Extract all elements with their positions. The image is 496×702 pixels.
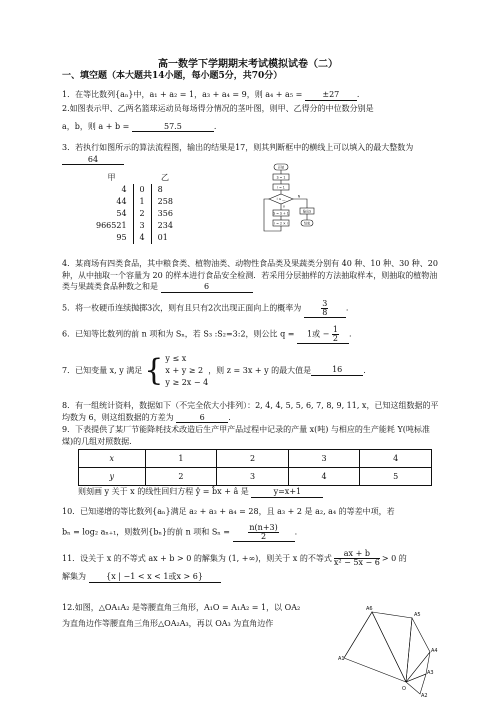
- q11-answer: {x | −1 < x < 1或x > 6}: [89, 573, 221, 583]
- q5-text: 5．将一枚硬币连续抛掷3次，则有且只有2次出现正面向上的概率为: [62, 303, 302, 313]
- table-cell: 1: [145, 450, 217, 468]
- stem-right: 8: [157, 185, 163, 194]
- stem-right: 234: [157, 221, 173, 230]
- q11-text2: > 0 的: [381, 553, 407, 563]
- q5-answer-num: 3: [322, 299, 328, 308]
- question-9: [62, 424, 440, 447]
- fig-label: A1: [338, 656, 345, 662]
- q7-text2: ，则 z = 3x + y 的最大值是: [208, 366, 312, 376]
- question-1: 1．在等比数列{aₙ}中，a₁ + a₂ = 1，a₃ + a₄ = 9，则 a₄ + a₅ = ±27 .: [62, 90, 360, 99]
- q7-constraint-2: x + y ≥ 2: [165, 366, 204, 375]
- q7-constraint-3: y ≥ 2x − 4: [165, 378, 209, 387]
- q1-text: 1．在等比数列{aₙ}中，a₁ + a₂ = 1，a₃ + a₄ = 9，则 a₄ + a₅ =: [62, 90, 303, 99]
- q6-answer-den: 2: [332, 334, 338, 343]
- q11-frac-den: x² − 5x − 6: [333, 558, 380, 567]
- flow-upd1: S = S + 1: [273, 211, 289, 216]
- stem-mid: 4: [133, 232, 151, 244]
- q9-tail: 则刻画 y 关于 x 的线性回归方程 ŷ = b̂x + â 是: [78, 487, 249, 496]
- q1-answer: ±27: [305, 91, 357, 101]
- flow-s2: i = 1: [277, 185, 285, 190]
- q11-frac-num: ax + b: [334, 550, 380, 559]
- question-5: 5．将一枚硬币连续抛掷3次，则有且只有2次出现正面向上的概率为 $\frac{3}{8}$ .: [62, 299, 349, 317]
- table-cell: 4: [288, 468, 360, 486]
- q10-text: 10．已知递增的等比数列{aₙ}满足 a₂ + a₃ + a₄ = 28，且 a₃ + 2 是 a₂, a₄ 的等差中项，若: [62, 507, 395, 516]
- fig-label: A4: [431, 648, 438, 654]
- stem-right: 258: [157, 197, 173, 206]
- q7-text: 7．已知变量 x, y 满足: [62, 366, 143, 376]
- q10-answer-num: n(n+3): [249, 522, 278, 532]
- table-cell: 5: [360, 468, 432, 486]
- q11-text: 11．设关于 x 的不等式 ax + b > 0 的解集为 (1, +∞)，则关于 x 的不等式: [62, 553, 332, 563]
- stem-left: 4: [121, 185, 127, 194]
- table-cell: 3: [288, 450, 360, 468]
- stem-header-right: 乙: [161, 173, 170, 182]
- flow-yes: Y: [283, 205, 285, 209]
- table-cell: 2: [145, 468, 217, 486]
- table-x-label: x: [79, 450, 146, 468]
- flow-end: 结束: [303, 221, 311, 226]
- question-3: [62, 142, 440, 165]
- q6-answer: 1或 −: [307, 329, 330, 339]
- q12-text: 12.如图，△OA₁A₂ 是等腰直角三角形，A₁O = A₁A₂ = 1，以 OA₂: [62, 603, 301, 612]
- fig-label: A6: [366, 606, 373, 612]
- triangle-spiral-figure: [336, 602, 436, 698]
- q2-text: 2.如图表示甲、乙两名篮球运动员每场得分情况的茎叶图，则甲、乙得分的中位数分别是: [62, 104, 374, 113]
- data-table: [78, 449, 432, 486]
- flow-cond: i ≤ __: [276, 197, 286, 202]
- question-9-tail: [78, 486, 456, 498]
- stem-leaf-plot: [90, 172, 179, 244]
- question-8: 8．有一组统计资料，数据如下（不完全依大小排列）：2, 4, 4, 5, 5, 6, 7, 8, 9, 11, x，已知这组数据的平均数为 6，则这组数据的方差为 6 .: [62, 401, 439, 422]
- q10-answer-den: 2: [261, 531, 267, 541]
- q2-answer: 57.5: [132, 123, 214, 133]
- q8-text: 8．有一组统计资料，数据如下（不完全依大小排列）：2, 4, 4, 5, 5, 6, 7, 8, 9, 11, x，已知这组数据的平均数为 6，则这组数据的方差为: [62, 401, 439, 422]
- q9-text: 9．下表提供了某厂节能降耗技术改造后生产甲产品过程中记录的产量 x(吨) 与相应的生产能耗 Y(吨标准煤)的几组对照数据.: [62, 425, 430, 446]
- question-4: [62, 258, 440, 293]
- stem-left: 44: [116, 197, 127, 206]
- flow-start: 开始: [277, 165, 285, 170]
- brace-icon: {: [144, 353, 164, 388]
- section-heading: 一、填空题（本大题共14小题，每小题5分，共70分）: [62, 71, 283, 81]
- q4-text: 4．某商场有四类食品，其中粮食类、植物油类、动物性食品类及果蔬类分别有 40 种、10 种、30 种、20 种，从中抽取一个容量为 20 的样本进行食品安全检测．若采用分层抽样的方法抽取样本，则抽取的植物油类与果蔬类食品种数之和是: [62, 259, 438, 292]
- fig-label: A2: [421, 693, 428, 699]
- stem-left: 966521: [96, 221, 127, 230]
- stem-header-left: 甲: [107, 173, 116, 182]
- flowchart: [256, 163, 318, 255]
- question-11: [62, 550, 440, 583]
- q3-answer: 64: [62, 156, 124, 166]
- fig-label: A3: [427, 670, 434, 676]
- q11-text3: 解集为: [62, 572, 86, 581]
- question-10: 10．已知递增的等比数列{aₙ}满足 a₂ + a₃ + a₄ = 28，且 a₃ + 2 是 a₂, a₄ 的等差中项，若 bₙ = log₂ aₙ₊₁，则数列{bₙ}的前 n 项和 Sₙ = $\frac{n(n+3)}{2}$ .: [62, 506, 440, 542]
- stem-left: 95: [116, 233, 127, 242]
- flow-upd2: i = 2 × i: [274, 221, 288, 226]
- question-2: 2.如图表示甲、乙两名篮球运动员每场得分情况的茎叶图，则甲、乙得分的中位数分别是 a，b，则 a + b = 57.5 .: [62, 103, 440, 132]
- q10-text2: bₙ = log₂ aₙ₊₁，则数列{bₙ}的前 n 项和 Sₙ =: [62, 527, 231, 537]
- question-12: [62, 602, 332, 629]
- table-y-label: y: [79, 468, 146, 486]
- q6-answer-num: 1: [332, 325, 338, 334]
- q3-text: 3．若执行如图所示的算法流程图，输出的结果是17，则其判断框中的横线上可以填入的最大整数为: [62, 143, 414, 152]
- q7-answer: 16: [311, 366, 363, 376]
- stem-mid: 1: [133, 196, 151, 208]
- fig-label: O: [402, 686, 406, 692]
- q2-text2: a，b，则 a + b =: [62, 121, 130, 131]
- q12-text2: 为直角边作等腰直角三角形△OA₂A₃，再以 OA₃ 为直角边作: [62, 618, 274, 628]
- flow-s1: S = 1: [276, 175, 286, 180]
- q5-answer-den: 8: [322, 308, 328, 317]
- stem-mid: 3: [133, 220, 151, 232]
- stem-right: 356: [157, 209, 173, 218]
- table-cell: 2: [217, 450, 289, 468]
- q9-answer: y=x+1: [251, 488, 323, 498]
- fig-label: A5: [414, 612, 421, 618]
- question-6: 6．已知等比数列的前 n 项和为 Sₙ，若 S₃ :S₂=3:2，则公比 q = 1或 − $\frac{1}{2}$ .: [62, 325, 352, 343]
- stem-mid: 0: [133, 184, 151, 196]
- table-cell: 4: [360, 450, 432, 468]
- stem-left: 54: [116, 209, 127, 218]
- page-title: 高一数学下学期期末考试模拟试卷（二）: [158, 59, 338, 70]
- stem-mid: 2: [133, 208, 151, 220]
- flow-no: N: [297, 194, 301, 199]
- question-7: 7．已知变量 x, y 满足 { y ≤ x x + y ≥ 2 y ≥ 2x − 4 ，则 z = 3x + y 的最大值是 16 .: [62, 353, 366, 388]
- q4-answer: 6: [161, 283, 253, 293]
- flow-output: 输出S: [302, 209, 312, 214]
- q6-text: 6．已知等比数列的前 n 项和为 Sₙ，若 S₃ :S₂=3:2，则公比 q =: [62, 329, 295, 339]
- table-cell: 3: [217, 468, 289, 486]
- q7-constraint-1: y ≤ x: [165, 354, 187, 363]
- q8-answer: 6: [176, 414, 228, 424]
- stem-right: 01: [157, 233, 168, 242]
